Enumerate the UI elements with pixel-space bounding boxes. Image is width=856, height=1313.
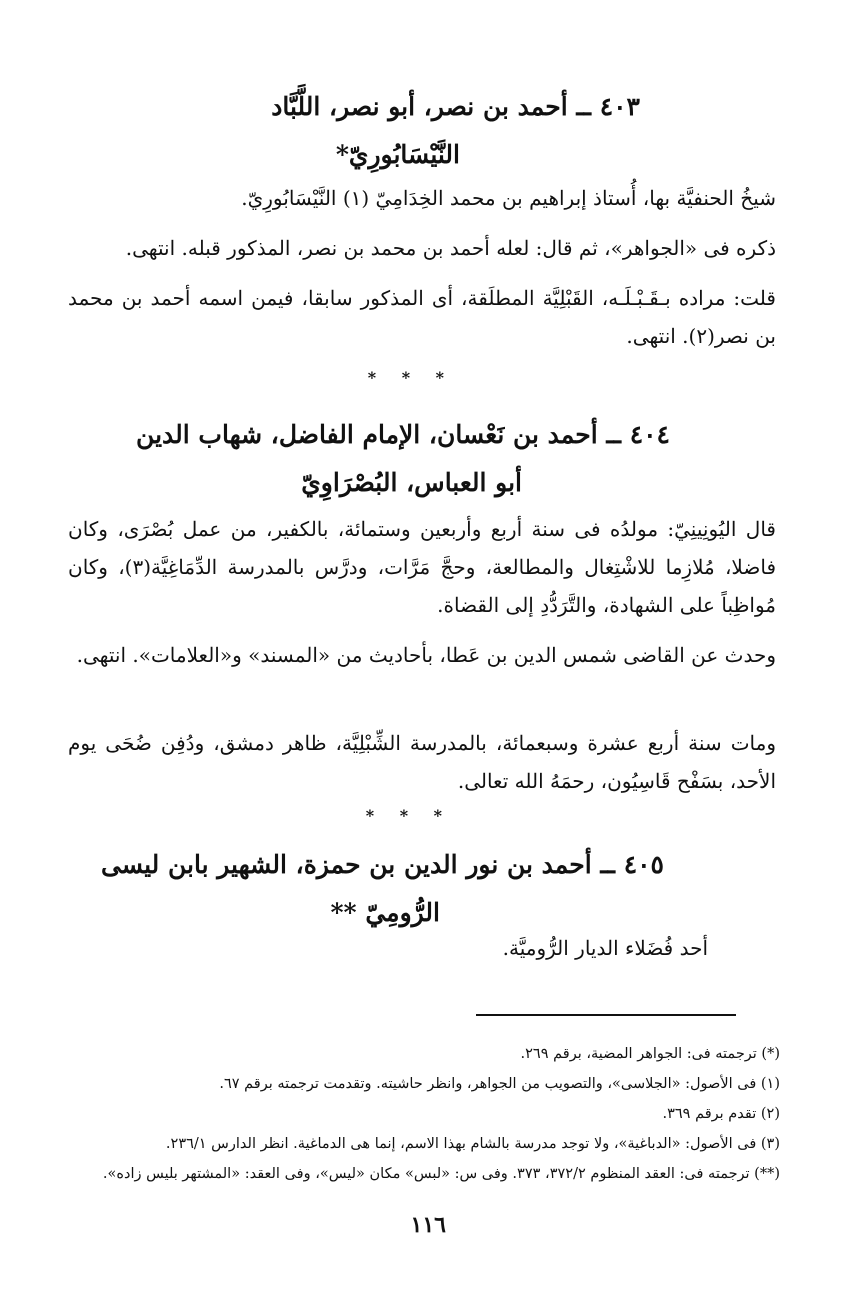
footnote-3: (٣) فى الأصول: «الدباغية»، ولا توجد مدرسة بالشام بهذا الاسم، إنما هى الدماغية. انظر الدارس ٢٣٦/١. bbox=[165, 1136, 780, 1152]
footnote-2: (٢) تقدم برقم ٣٦٩. bbox=[662, 1106, 780, 1122]
entry-404-para-3: ومات سنة أربع عشرة وسبعمائة، بالمدرسة الشِّبْلِيَّة، ظاهر دمشق، ودُفِن ضُحَى يوم الأحد، بسَفْح قَاسِيُون، رحمَهُ الله تعالى. bbox=[68, 731, 776, 793]
entry-405-subtitle: الرُّومِيّ ** bbox=[330, 898, 440, 927]
entry-403-para-3: قلت: مراده بـقَـبْـلَـه، القَبْلِيَّة المطلَقة، أى المذكور سابقا، فيمن اسمه أحمد بن محمد بن نصر(٢). انتهى. bbox=[68, 286, 776, 348]
footnote-double-star: (**) ترجمته فى: العقد المنظوم ٣٧٢/٢، ٣٧٣. وفى س: «لبس» مكان «ليس»، وفى العقد: «المشتهر بليس زاده». bbox=[102, 1166, 780, 1182]
entry-404-title: ٤٠٤ ــ أحمد بن نَعْسان، الإمام الفاضل، شهاب الدين bbox=[136, 420, 670, 449]
separator-2: * * * bbox=[365, 806, 452, 825]
page-number: ١١٦ bbox=[410, 1212, 446, 1238]
footnote-rule bbox=[476, 1014, 736, 1016]
entry-405-para-1: أحد فُضَلاء الديار الرُّوميَّة. bbox=[502, 936, 708, 960]
entry-403-para-1: شيخُ الحنفيَّة بها، أُستاذ إبراهيم بن محمد الخِدَامِيّ (١) النَّيْسَابُورِيّ. bbox=[241, 186, 776, 210]
entry-403-subtitle: النَّيْسَابُورِيّ* bbox=[335, 140, 460, 169]
entry-404-para-2: وحدث عن القاضى شمس الدين بن عَطا، بأحاديث من «المسند» و«العلامات». انتهى. bbox=[76, 643, 776, 667]
separator-1: * * * bbox=[367, 368, 454, 387]
entry-404-para-1: قال اليُونِينِيّ: مولدُه فى سنة أربع وأربعين وستمائة، بالكفير، من عمل بُصْرَى، وكان فاضلا، مُلازِما للاشْتِغال والمطالعة، وحجَّ مَرَّات، ودرَّس بالمدرسة الدِّمَاغِيَّة(٣)، وكان مُواظِباً على الشهادة، والتَّرَدُّدِ إلى القضاة. bbox=[68, 517, 777, 617]
footnote-star: (*) ترجمته فى: الجواهر المضية، برقم ٢٦٩. bbox=[520, 1046, 780, 1062]
entry-404-subtitle: أبو العباس، البُصْرَاوِيّ bbox=[301, 468, 522, 497]
entry-403-title: ٤٠٣ ــ أحمد بن نصر، أبو نصر، اللَّبَّاد bbox=[271, 92, 640, 121]
entry-403-para-2: ذكره فى «الجواهر»، ثم قال: لعله أحمد بن محمد بن نصر، المذكور قبله. انتهى. bbox=[125, 236, 776, 260]
entry-405-title: ٤٠٥ ــ أحمد بن نور الدين بن حمزة، الشهير بابن ليسى bbox=[100, 850, 664, 879]
footnote-1: (١) فى الأصول: «الجلاسى»، والتصويب من الجواهر، وانظر حاشيته. وتقدمت ترجمته برقم ٦٧. bbox=[219, 1076, 780, 1092]
